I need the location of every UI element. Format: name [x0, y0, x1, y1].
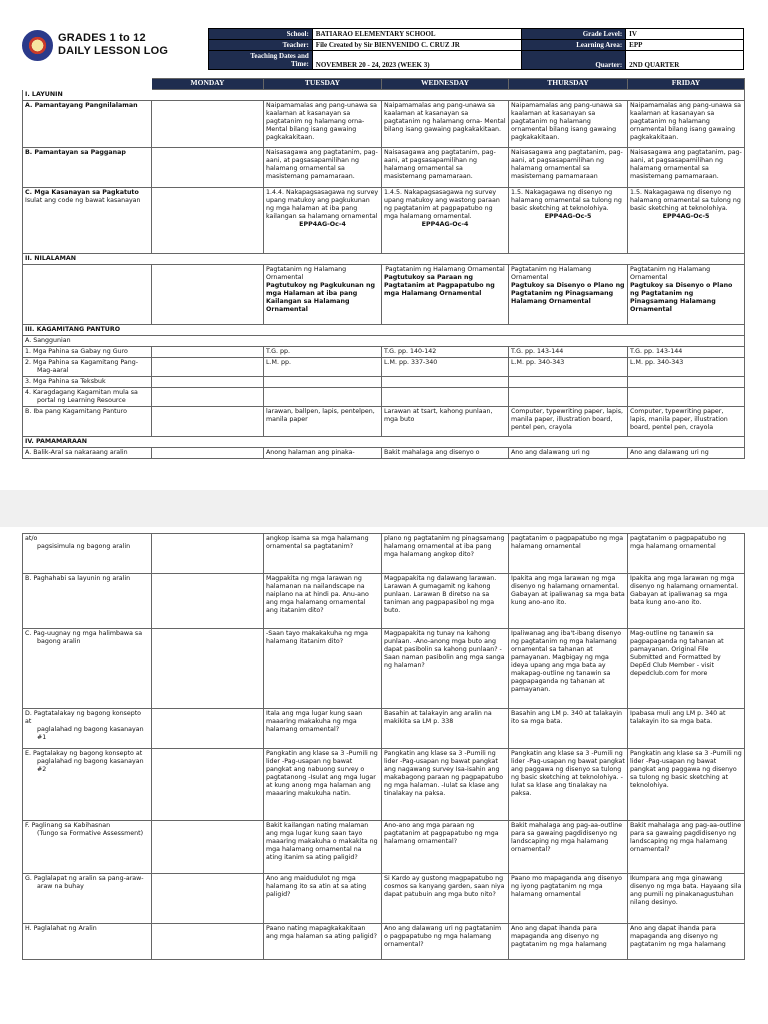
cell-monday: [152, 407, 264, 437]
cell-thursday: [509, 265, 628, 325]
cell-thursday: Paano mo mapaganda ang disenyo ng iyong pagtatanim ng mga halamang ornamental: [509, 874, 628, 924]
row-label-title: C. Mga Kasanayan sa Pagkatuto: [25, 189, 139, 196]
cell-monday: [152, 448, 264, 459]
cell-thursday: Bakit mahalaga ang pag-aa-outline para sa gawaing pagdidisenyo ng landscaping ng mga halamang ornamental?: [509, 821, 628, 874]
cell-thursday: Ipakita ang mga larawan ng mga disenyo ng halamang ornamental. Gabayan at ipaliwanag sa mga bata kung ano-ano ito.: [509, 574, 628, 629]
cell-wednesday: Basahin at talakayin ang aralin na makikita sa LM p. 338: [382, 709, 509, 749]
table-row: [23, 265, 745, 325]
row-label-line: paglalahad ng bagong kasanayan #1: [37, 726, 144, 741]
page-break: [0, 490, 768, 527]
lesson-log-page-2: [0, 527, 768, 1024]
table-row: [23, 377, 745, 388]
day-header-thursday: THURSDAY: [509, 79, 628, 90]
cell-tuesday: Naisasagawa ang pagtatanim, pag-aani, at pagsasapamilihan ng halamang ornamental sa masistemang pamamaraan.: [264, 148, 382, 188]
lesson-table-page-1: [22, 78, 745, 459]
table-row: [23, 148, 745, 188]
cell-monday: [152, 821, 264, 874]
table-row: [23, 448, 745, 459]
competency-code: EPP4AG-Oc-4: [421, 221, 469, 228]
cell-monday: [152, 388, 264, 407]
cell-friday: Bakit mahalaga ang pag-aa-outline para sa gawaing pagdidisenyo ng landscaping ng mga halamang ornamental?: [628, 821, 745, 874]
row-label: [23, 188, 152, 254]
cell-wednesday: [382, 188, 509, 254]
school-label: School:: [209, 29, 313, 40]
table-row: [23, 749, 745, 821]
cell-thursday: Ano ang dalawang uri ng: [509, 448, 628, 459]
cell-monday: [152, 101, 264, 148]
cell-friday: Ikumpara ang mga ginawang disenyo ng mga bata. Hayaang sila ang pumili ng pinakanagustuhan nilang desinyo.: [628, 874, 745, 924]
row-label-line: (Tungo sa Formative Assessment): [37, 830, 144, 837]
document-title: [58, 32, 168, 58]
row-label: [23, 874, 152, 924]
cell-tuesday: [264, 388, 382, 407]
teaching-dates-label: [209, 51, 313, 70]
cell-tuesday: Magpakita ng mga larawan ng halamanan na nailandscape na naiplano na at hindi pa. Anu-ano ang mga halamang ornamental ang itatanim dito?: [264, 574, 382, 629]
day-header-monday: MONDAY: [152, 79, 264, 90]
teaching-dates-label-1: Teaching Dates and: [250, 52, 309, 60]
title-line-1: GRADES 1 to 12: [58, 32, 146, 44]
section-pamamaraan: IV. PAMAMARAAN: [23, 437, 745, 448]
cell-friday: Mag-outline ng tanawin sa pagpapaganda ng tahanan at pamayanan. Original File Submitted and Formatted by DepEd Club Member - visit depedclub.com for more: [628, 629, 745, 709]
cell-tuesday: Ano ang maidudulot ng mga halamang ito sa atin at sa ating paligid?: [264, 874, 382, 924]
cell-friday: Computer, typewriting paper, lapis, manila paper, illustration board, pentel pen, crayola: [628, 407, 745, 437]
cell-thursday: L.M. pp. 340-343: [509, 358, 628, 377]
corner-cell: [23, 79, 152, 90]
lesson-table-page-2: [22, 533, 745, 960]
competency-code: EPP4AG-Oc-5: [544, 213, 592, 220]
day-header-tuesday: TUESDAY: [264, 79, 382, 90]
cell-thursday: Computer, typewriting paper, lapis, manila paper, illustration board, pentel pen, crayola: [509, 407, 628, 437]
header: [22, 28, 744, 74]
row-label: [23, 821, 152, 874]
deped-seal-logo: [22, 30, 53, 61]
cell-tuesday: [264, 188, 382, 254]
cell-monday: [152, 534, 264, 574]
learning-area-value: EPP: [626, 40, 744, 51]
teacher-value: File Created by Sir BIENVENIDO C. CRUZ JR: [312, 40, 522, 51]
row-label-line: bagong aralin: [37, 638, 81, 645]
cell-monday: [152, 148, 264, 188]
title-line-2: DAILY LESSON LOG: [58, 45, 169, 57]
row-label-line: C. Pag-uugnay ng mga halimbawa sa: [25, 630, 143, 637]
table-row: [23, 101, 745, 148]
cell-topic: Pagtutukoy sa Paraan ng Pagtatanim at Pagpapatubo ng mga Halamang Ornamental: [384, 274, 495, 297]
cell-thursday: Ano ang dapat ihanda para mapaganda ang disenyo ng pagtatanim ng mga halamang: [509, 924, 628, 960]
table-row: [23, 821, 745, 874]
cell-text: Pagtatanim ng Halamang Ornamental: [630, 266, 711, 281]
cell-text: 1.5. Nakagagawa ng disenyo ng halamang ornamental sa tulong ng basic sketching at teknolohiya.: [511, 189, 622, 212]
row-label-line: 4. Karagdagang Kagamitan mula sa: [25, 389, 138, 396]
table-row: [23, 347, 745, 358]
cell-text: Pagtatanim ng Halamang Ornamental: [266, 266, 347, 281]
cell-tuesday: Pangkatin ang klase sa 3 -Pumili ng lider -Pag-usapan ng bawat pangkat ang nabuong survey o pagtatanong -Isulat ang mga lugar at kung anong mga halaman ang maaaring makukuha natin.: [264, 749, 382, 821]
cell-friday: Naisasagawa ang pagtatanim, pag-aani, at pagsasapamilihan ng halamang ornamental sa masistemang pamamaraan.: [628, 148, 745, 188]
sanggunian-label: A. Sanggunian: [23, 336, 745, 347]
row-label-line: pagsisimula ng bagong aralin: [37, 543, 131, 550]
cell-thursday: Naisasagawa ang pagtatanim, pag-aani, at pagsasapamilihan ng halamang ornamental sa masistemang pamamaraan: [509, 148, 628, 188]
cell-text: Pagtatanim ng Halamang Ornamental: [511, 266, 592, 281]
cell-text: 1.4.4. Nakapagsasagawa ng survey upang matukoy ang pagkukunan ng mga halaman at iba pang kailangan sa halamang ornamental: [266, 189, 379, 220]
cell-friday: L.M. pp. 340-343: [628, 358, 745, 377]
quarter-value: 2ND QUARTER: [626, 51, 744, 70]
cell-thursday: Basahin ang LM p. 340 at talakayin ito sa mga bata.: [509, 709, 628, 749]
cell-friday: Pangkatin ang klase sa 3 -Pumili ng lider -Pag-usapan ng bawat pangkat ang paggawa ng disenyo sa tulong ng basic sketching at teknolohiya.: [628, 749, 745, 821]
cell-wednesday: Naipamamalas ang pang-unawa sa kaalaman at kasanayan sa pagtatanim ng halamang orna- Mental bilang isang gawaing pagkakakitaan.: [382, 101, 509, 148]
row-label: B. Pamantayan sa Pagganap: [23, 148, 152, 188]
row-label-line: B. Paghahabi sa layunin ng aralin: [25, 575, 131, 582]
cell-wednesday: Larawan at tsart, kahong punlaan, mga buto: [382, 407, 509, 437]
row-label-line: H. Paglalahat ng Aralin: [25, 925, 97, 932]
cell-tuesday: [264, 265, 382, 325]
cell-text: Pagtatanim ng Halamang Ornamental: [385, 266, 505, 273]
table-row: [23, 358, 745, 377]
row-label-line: Mag-aaral: [37, 367, 69, 374]
cell-wednesday: Magpapakita ng dalawang larawan. Larawan A gumagamit ng kahong punlaan. Larawan B diretso na sa taniman ang pagpapasibol ng mga buto.: [382, 574, 509, 629]
cell-tuesday: Anong halaman ang pinaka-: [264, 448, 382, 459]
row-label-line: paglalahad ng bagong kasanayan #2: [37, 758, 144, 773]
cell-tuesday: angkop isama sa mga halamang ornamental sa pagtatanim?: [264, 534, 382, 574]
teaching-dates-label-2: Time:: [291, 60, 309, 68]
cell-topic: Pagtukoy sa Disenyo o Plano ng Pagtatanim ng Pinagsamang Halamang Ornamental: [630, 282, 733, 313]
cell-wednesday: [382, 377, 509, 388]
cell-friday: Ano ang dapat ihanda para mapaganda ang disenyo ng pagtatanim ng mga halamang: [628, 924, 745, 960]
cell-friday: Ano ang dalawang uri ng: [628, 448, 745, 459]
row-label-line: 2. Mga Pahina sa Kagamitang Pang-: [25, 359, 138, 366]
teaching-dates-value: NOVEMBER 20 - 24, 2023 (WEEK 3): [312, 51, 522, 70]
row-label: [23, 924, 152, 960]
cell-monday: [152, 347, 264, 358]
cell-friday: [628, 388, 745, 407]
cell-wednesday: Ano-ano ang mga paraan ng pagtatanim at pagpapatubo ng mga halamang ornamental?: [382, 821, 509, 874]
cell-wednesday: L.M. pp. 337-340: [382, 358, 509, 377]
cell-wednesday: Pangkatin ang klase sa 3 -Pumili ng lider -Pag-usapan ng bawat pangkat ang nagawang survey Isa-isahin ang makabagong paraan ng pagpapatubo ng mga halaman. -Iulat sa klase ang tinalakay na paksa.: [382, 749, 509, 821]
school-value: BATIARAO ELEMENTARY SCHOOL: [312, 29, 522, 40]
lesson-log-page-1: [0, 0, 768, 490]
teacher-label: Teacher:: [209, 40, 313, 51]
cell-tuesday: larawan, ballpen, lapis, pentelpen, manila paper: [264, 407, 382, 437]
cell-thursday: T.G. pp. 143-144: [509, 347, 628, 358]
competency-code: EPP4AG-Oc-5: [662, 213, 710, 220]
section-nilalaman: II. NILALAMAN: [23, 254, 745, 265]
row-label: [23, 709, 152, 749]
row-label: [23, 749, 152, 821]
cell-topic: Pagtutukoy ng Pagkukunan ng mga Halaman at iba pang Kailangan sa Halamang Ornamental: [266, 282, 375, 313]
cell-thursday: [509, 388, 628, 407]
table-row: [23, 629, 745, 709]
cell-friday: pagtatanim o pagpapatubo ng mga halamang ornamental: [628, 534, 745, 574]
table-row: [23, 407, 745, 437]
grade-level-value: IV: [626, 29, 744, 40]
row-label: B. Iba pang Kagamitang Panturo: [23, 407, 152, 437]
row-label: 3. Mga Pahina sa Teksbuk: [23, 377, 152, 388]
row-label: [23, 534, 152, 574]
row-label-line: at/o: [25, 535, 38, 542]
cell-thursday: [509, 188, 628, 254]
section-kagamitan: III. KAGAMITANG PANTURO: [23, 325, 745, 336]
cell-wednesday: Magpapakita ng tunay na kahong punlaan. -Ano-anong mga buto ang dapat pasibolin sa kahong punlaan? -Saan naman pasibolin ang mga sanga ng halaman?: [382, 629, 509, 709]
row-label-line: G. Paglalapat ng aralin sa pang-araw-: [25, 875, 144, 882]
cell-tuesday: Bakit kailangan nating malaman ang mga lugar kung saan tayo maaaring makakuha o makakita ng mga halamang ornamental na ating itanim sa ating paligid?: [264, 821, 382, 874]
table-row: [23, 924, 745, 960]
cell-text: 1.4.5. Nakapagsasagawa ng survey upang matukoy ang wastong paraan ng pagtatanim at pagpapatubo ng mga halamang ornamental.: [384, 189, 500, 220]
row-label-line: E. Pagtalakay ng bagong konsepto at: [25, 750, 143, 757]
row-label: A. Pamantayang Pangnilalaman: [23, 101, 152, 148]
cell-wednesday: Naisasagawa ang pagtatanim, pag-aani, at pagsasapamilihan ng halamang ornamental sa masistemang pamamaraan.: [382, 148, 509, 188]
table-row: [23, 388, 745, 407]
cell-thursday: Pangkatin ang klase sa 3 -Pumili ng lider -Pag-usapan ng bawat pangkat ang paggawa ng disenyo sa tulong ng basic sketching at teknolohiya. -Iulat sa klase ang tinalakay na paksa.: [509, 749, 628, 821]
cell-friday: Ipakita ang mga larawan ng mga disenyo ng halamang ornamental. Gabayan at ipaliwanag sa mga bata kung ano-ano ito.: [628, 574, 745, 629]
row-label: [23, 388, 152, 407]
table-row: [23, 188, 745, 254]
cell-tuesday: Itala ang mga lugar kung saan maaaring makakuha ng mga halamang ornamental?: [264, 709, 382, 749]
competency-code: EPP4AG-Oc-4: [299, 221, 346, 228]
cell-topic: Pagtukoy sa Disenyo o Plano ng Pagtatanim ng Pinagsamang Halamang Ornamental: [511, 282, 625, 305]
row-label: [23, 574, 152, 629]
cell-wednesday: Bakit mahalaga ang disenyo o: [382, 448, 509, 459]
header-info-table: [208, 28, 744, 70]
cell-tuesday: L.M. pp.: [264, 358, 382, 377]
cell-wednesday: [382, 265, 509, 325]
row-label: [23, 629, 152, 709]
cell-monday: [152, 574, 264, 629]
grade-level-label: Grade Level:: [522, 29, 626, 40]
table-row: [23, 874, 745, 924]
cell-friday: Ipabasa muli ang LM p. 340 at talakayin ito sa mga bata.: [628, 709, 745, 749]
cell-wednesday: Ano ang dalawang uri ng pagtatanim o pagpapatubo ng mga halamang ornamental?: [382, 924, 509, 960]
cell-friday: [628, 188, 745, 254]
table-row: [23, 709, 745, 749]
table-row: [23, 574, 745, 629]
cell-monday: [152, 358, 264, 377]
cell-friday: Naipamamalas ang pang-unawa sa kaalaman at kasanayan sa pagtatanim ng halamang ornamental bilang isang gawaing pagkakakitaan.: [628, 101, 745, 148]
cell-friday: T.G. pp. 143-144: [628, 347, 745, 358]
cell-monday: [152, 629, 264, 709]
section-layunin: I. LAYUNIN: [23, 90, 745, 101]
day-header-wednesday: WEDNESDAY: [382, 79, 509, 90]
cell-wednesday: [382, 388, 509, 407]
cell-text: 1.5. Nakagagawa ng disenyo ng halamang ornamental sa tulong ng basic sketching at teknolohiya.: [630, 189, 741, 212]
cell-monday: [152, 265, 264, 325]
cell-monday: [152, 188, 264, 254]
row-label: [23, 265, 152, 325]
cell-wednesday: Si Kardo ay gustong magpapatubo ng cosmos sa kanyang garden, saan niya dapat patubuin ang mga buto nito?: [382, 874, 509, 924]
cell-monday: [152, 377, 264, 388]
cell-monday: [152, 749, 264, 821]
table-row: [23, 534, 745, 574]
row-label-line: F. Paglinang sa Kabihasnan: [25, 822, 111, 829]
quarter-label: Quarter:: [522, 51, 626, 70]
cell-wednesday: T.G. pp. 140-142: [382, 347, 509, 358]
row-label: [23, 358, 152, 377]
row-label-line: araw na buhay: [37, 883, 84, 890]
cell-friday: [628, 265, 745, 325]
cell-thursday: Ipaliwanag ang iba't-ibang disenyo ng pagtatanim ng mga halamang ornamental sa tahanan at pamayanan. Magbigay ng mga ideya upang ang mga bata ay makapag-outline ng tanawin sa pagpapaganda ng tahanan at pamayanan.: [509, 629, 628, 709]
cell-tuesday: Naipamamalas ang pang-unawa sa kaalaman at kasanayan sa pagtatanim ng halamang orna- Mental bilang isang gawaing pagkakakitaan.: [264, 101, 382, 148]
row-label-subtitle: Isulat ang code ng bawat kasanayan: [25, 197, 141, 204]
day-header-friday: FRIDAY: [628, 79, 745, 90]
cell-thursday: [509, 377, 628, 388]
row-label-line: D. Pagtatalakay ng bagong konsepto at: [25, 710, 142, 725]
cell-tuesday: Paano nating mapagkakakitaan ang mga halaman sa ating paligid?: [264, 924, 382, 960]
cell-thursday: pagtatanim o pagpapatubo ng mga halamang ornamental: [509, 534, 628, 574]
row-label: A. Balik-Aral sa nakaraang aralin: [23, 448, 152, 459]
learning-area-label: Learning Area:: [522, 40, 626, 51]
cell-friday: [628, 377, 745, 388]
cell-thursday: Naipamamalas ang pang-unawa sa kaalaman at kasanayan sa pagtatanim ng halamang ornamental bilang isang gawaing pagkakakitaan.: [509, 101, 628, 148]
cell-wednesday: plano ng pagtatanim ng pinagsamang halamang ornamental at iba pang mga halamang angkop dito?: [382, 534, 509, 574]
row-label: 1. Mga Pahina sa Gabay ng Guro: [23, 347, 152, 358]
row-label-line: portal ng Learning Resource: [37, 397, 126, 404]
cell-tuesday: -Saan tayo makakakuha ng mga halamang itatanim dito?: [264, 629, 382, 709]
cell-monday: [152, 924, 264, 960]
cell-monday: [152, 874, 264, 924]
cell-monday: [152, 709, 264, 749]
cell-tuesday: T.G. pp.: [264, 347, 382, 358]
cell-tuesday: [264, 377, 382, 388]
